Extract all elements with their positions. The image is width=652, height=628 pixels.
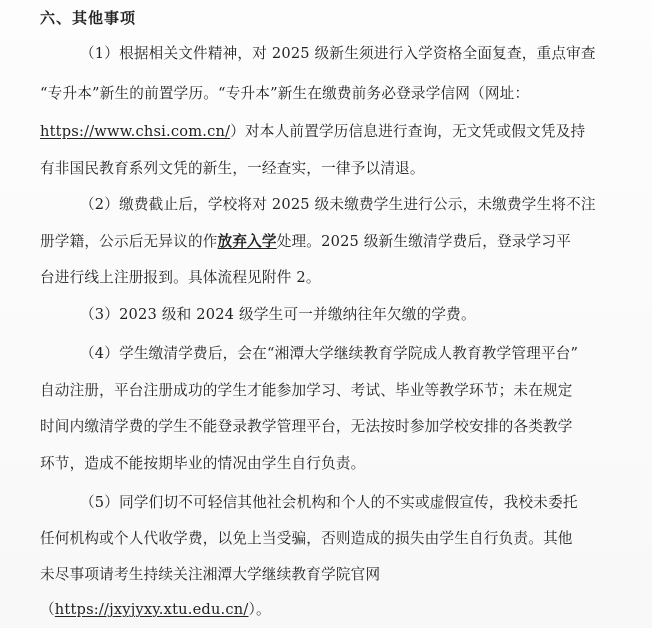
p2-line-2-text-b: 处理。2025 级新生缴清学费后，登录学习平 <box>276 233 571 250</box>
p4-line-4: 环节，造成不能按期毕业的情况由学生自行负责。 <box>40 455 366 472</box>
p4-line-1: （4）学生缴清学费后，会在“湘潭大学继续教育学院成人教育教学管理平台” <box>80 345 579 362</box>
p5-line-4 <box>40 598 271 619</box>
p1-line-3-text: ）对本人前置学历信息进行查询，无文凭或假文凭及持 <box>230 123 586 140</box>
p2-line-3: 台进行线上注册报到。具体流程见附件 2。 <box>40 269 321 286</box>
p5-paren-close: ）。 <box>248 601 271 618</box>
p1-line-4: 有非国民教育系列文凭的新生，一经查实，一律予以清退。 <box>40 160 425 177</box>
p5-line-1: （5）同学们切不可轻信其他社会机构和个人的不实或虚假宣传，我校未委托 <box>80 494 578 511</box>
p2-line-1: （2）缴费截止后，学校将对 2025 级未缴费学生进行公示，未缴费学生将不注 <box>80 196 596 213</box>
p3-line-1: （3）2023 级和 2024 级学生可一并缴纳往年欠缴的学费。 <box>80 306 476 323</box>
p5-line-2: 任何机构或个人代收学费，以免上当受骗，否则造成的损失由学生自行负责。其他 <box>40 530 573 547</box>
p5-line-3: 未尽事项请考生持续关注湘潭大学继续教育学院官网 <box>40 566 381 583</box>
p4-line-3: 时间内缴清学费的学生不能登录教学管理平台，无法按时参加学校安排的各类教学 <box>40 418 573 435</box>
college-website-link[interactable]: https://jxyjyxy.xtu.edu.cn/ <box>54 601 249 618</box>
p1-line-2: “专升本”新生的前置学历。“专升本”新生在缴费前务必登录学信网（网址： <box>40 85 530 102</box>
chsi-link[interactable]: https://www.chsi.com.cn/ <box>40 123 231 140</box>
p1-line-3 <box>40 120 585 141</box>
p5-paren-open: （ <box>40 601 55 618</box>
p1-line-1: （1）根据相关文件精神，对 2025 级新生须进行入学资格全面复查，重点审查 <box>80 45 596 62</box>
abandon-enrollment-link[interactable]: 放弃入学 <box>217 233 277 250</box>
p4-line-2: 自动注册，平台注册成功的学生才能参加学习、考试、毕业等教学环节；未在规定 <box>40 382 573 399</box>
section-heading: 六、其他事项 <box>40 9 137 27</box>
p2-line-2 <box>40 230 571 251</box>
p2-line-2-text-a: 册学籍，公示后无异议的作 <box>40 233 218 250</box>
